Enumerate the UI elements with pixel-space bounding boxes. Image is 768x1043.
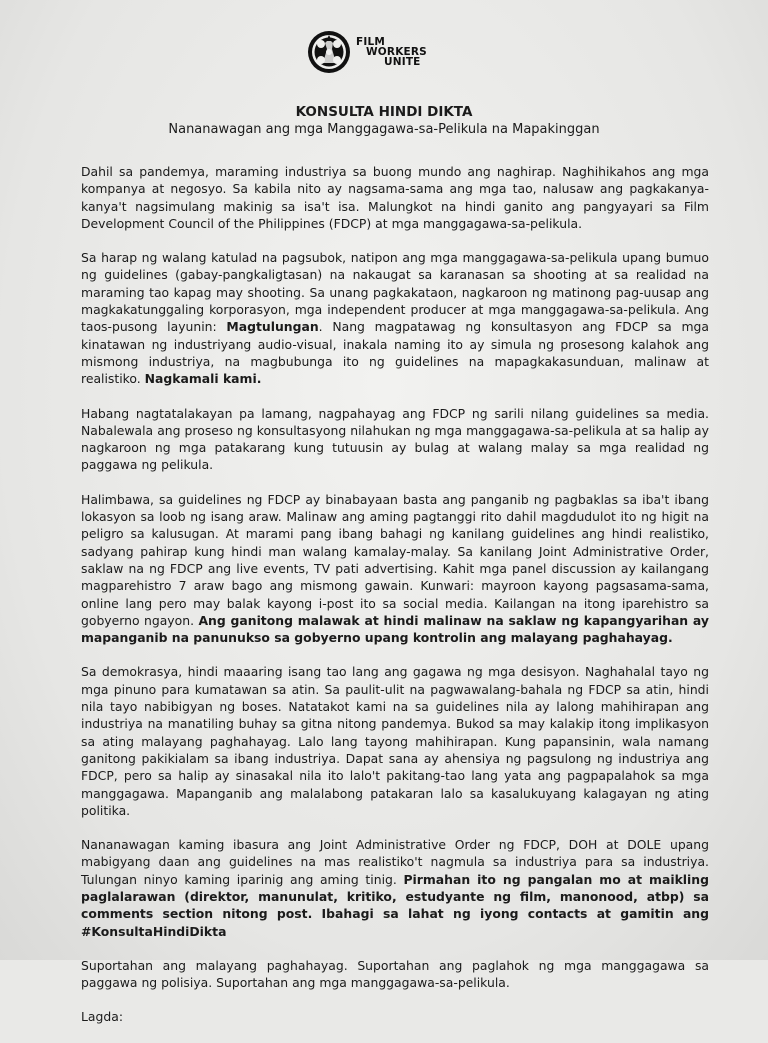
paragraph-4-bold: Ang ganitong malawak at hindi malinaw na saklaw ng kapangyarihan ay mapanganib na panunukso sa gobyerno upang kontrolin ang malayang paghahayag.: [81, 612, 709, 646]
paragraph-4-text: Halimbawa, sa guidelines ng FDCP ay binabayaan basta ang panganib ng pagbaklas sa iba't ibang lokasyon sa loob ng isang araw. Malinaw ang aming pagtanggi rito dahil magdudulot ito ng higit na peligro sa kalusugan. At marami pang ibang bahagi ng kanilang guidelines ang hindi realistiko, sadyang pahirap kung hindi man walang kamalay-malay. Sa kanilang Joint Administrative Order, saklaw na ng FDCP ang live events, TV pati advertising. Kahit mga panel discussion ay kailangang magparehistro 7 araw bago ang mismong gawain. Kunwari: mayroon kayong pagsasama-sama, online lang pero may balak kayong i-post ito sa social media. Kailangan na itong iparehistro sa gobyerno ngayon.: [81, 491, 709, 628]
film-workers-unite-logo: [306, 28, 466, 76]
logo-line-film: FILM: [356, 36, 386, 48]
paragraph-6-bold: Pirmahan ito ng pangalan mo at maikling paglalarawan (direktor, manunulat, kritiko, estudyante ng film, manonood, atbp) sa comments section nitong post. Ibahagi sa lahat ng iyong contacts at gamitin ang #KonsultaHindiDikta: [81, 871, 709, 939]
document-body: [81, 163, 709, 1043]
document-subtitle: Nananawagan ang mga Manggagawa-sa-Pelikula na Mapakinggan: [168, 122, 600, 137]
signature-label: [81, 1008, 709, 1025]
paragraph-6: [81, 836, 709, 940]
paragraph-6-text: Nananawagan kaming ibasura ang Joint Administrative Order ng FDCP, DOH at DOLE upang mabigyang daan ang guidelines na mas realistiko't nagmula sa industriya para sa industriya. Tulungan ninyo kaming iparinig ang aming tinig.: [81, 837, 709, 887]
document-title: KONSULTA HINDI DIKTA: [295, 104, 473, 120]
paragraph-5-text: Sa demokrasya, hindi maaaring isang tao lang ang gagawa ng mga desisyon. Naghahalal tayo ng mga pinuno para kumatawan sa atin. Sa paulit-ulit na pagwawalang-bahala ng FDCP sa atin, hindi nila tayo nabibigyan ng boses. Natatakot kami na sa guidelines nila ay lalong mahihirapan ang industriya na manatiling buhay sa gitna nitong pandemya. Bukod sa may kalakip itong implikasyon sa ating malayang paghahayag. Lalo lang tayong mahihirapan. Kung papansinin, wala namang ganitong pakikialam sa ibang industriya. Dapat sana ay ahensiya ng pagsulong ng industriya ang FDCP, pero sa halip ay sinasakal nila ito lalo't pakitang-tao lang yata ang pagpapalahok sa mga manggagawa. Mapanganib ang malalabong patakaran lalo sa kasalukuyang kalagayan ng ating politika.: [81, 664, 709, 818]
paragraph-2-bold-b: Nagkamali kami.: [144, 371, 262, 387]
paragraph-3-text: Habang nagtatalakayan pa lamang, nagpahayag ang FDCP ng sarili nilang guidelines sa media. Nabalewala ang proseso ng konsultasyong nilahukan ng mga manggagawa-sa-pelikula at sa halip ay nagkaroon ng mga patakarang kung tutuusin ay bulag at walang malay sa mga realidad ng paggawa ng pelikula.: [81, 405, 709, 473]
paragraph-2: [81, 249, 709, 387]
paragraph-1-text: Dahil sa pandemya, maraming industriya sa buong mundo ang naghirap. Naghihikahos ang mga kompanya at negosyo. Sa kabila nito ay nagsama-sama ang mga tao, nalusaw ang pagkakanya-kanya't nagsimulang makinig sa isa't isa. Malungkot na hindi ganito ang pangyayari sa Film Development Council of the Philippines (FDCP) at mga manggagawa-sa-pelikula.: [81, 164, 709, 231]
film-reel-fist-icon: [306, 29, 352, 75]
paragraph-7-text: Suportahan ang malayang paghahayag. Suportahan ang paglahok ng mga manggagawa sa paggawa ng polisiya. Suportahan ang mga manggagawa-sa-pelikula.: [81, 957, 709, 991]
paragraph-5: [81, 663, 709, 819]
paragraph-3: [81, 405, 709, 474]
signature-label-text: Lagda:: [81, 1009, 123, 1025]
logo-line-workers: WORKERS: [366, 46, 427, 58]
paragraph-4: [81, 491, 709, 647]
paragraph-2-text-a: Sa harap ng walang katulad na pagsubok, natipon ang mga manggagawa-sa-pelikula upang bumuo ng guidelines (gabay-pangkaligtasan) na nakaugat sa karanasan sa shooting at sa realidad na maraming tao kapag may shooting. Sa unang pagkakataon, nagkaroon ng matinong pag-uusap ang magkakatunggaling korporasyon, mga independent producer at mga manggagawa-sa-pelikula. Ang taos-pusong layunin:: [81, 250, 709, 335]
paragraph-7: [81, 957, 709, 992]
document-heading: [0, 104, 768, 138]
paragraph-2-text-b: . Nang magpatawag ng konsultasyon ang FDCP sa mga kinatawan ng industriyang audio-visual, inakala naming ito ay simula ng prosesong kalahok ang mismong industriya, na magbubunga ito ng guidelines na mapagkakasunduan, malinaw at realistiko.: [81, 319, 709, 387]
paragraph-1: [81, 163, 709, 232]
paragraph-2-bold-a: Magtulungan: [226, 319, 319, 335]
logo-wordmark: [356, 37, 427, 67]
logo-line-unite: UNITE: [384, 56, 421, 68]
